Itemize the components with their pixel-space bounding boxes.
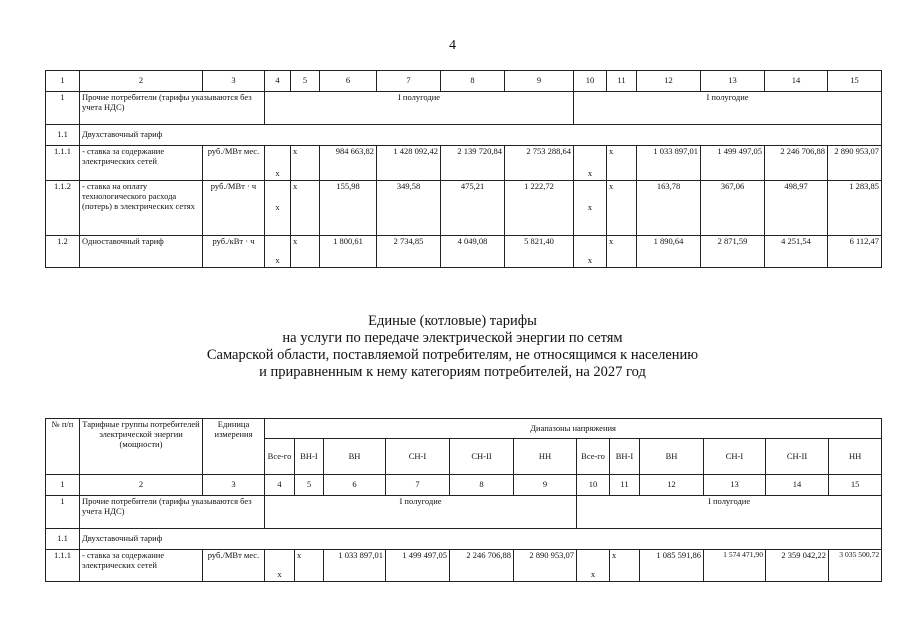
col-num-cell: 1: [46, 475, 80, 496]
voltage-header: ВН: [640, 439, 704, 475]
value-cell: 367,06: [701, 181, 765, 236]
voltage-header: СН-II: [450, 439, 514, 475]
x-cell: x: [574, 146, 607, 181]
col-num-cell: 3: [203, 71, 265, 92]
voltage-header: НН: [514, 439, 577, 475]
col-num-cell: 7: [377, 71, 441, 92]
header-num: № п/п: [46, 419, 80, 475]
row-number: 1.1: [46, 125, 80, 146]
voltage-header: СН-I: [704, 439, 766, 475]
voltage-header: НН: [829, 439, 882, 475]
table-row: [46, 92, 882, 125]
x-cell: x: [265, 236, 291, 268]
col-num-cell: 11: [610, 475, 640, 496]
voltage-header: СН-II: [766, 439, 829, 475]
value-cell: 1 574 471,90: [704, 550, 766, 582]
half-year-label: I полугодие: [265, 496, 577, 529]
value-cell: 6 112,47: [828, 236, 882, 268]
column-number-row: [46, 475, 882, 496]
half-year-label: I полугодие: [574, 92, 882, 125]
row-unit: руб./кВт · ч: [203, 236, 265, 268]
col-num-cell: 8: [441, 71, 505, 92]
row-number: 1.1.1: [46, 550, 80, 582]
col-num-cell: 4: [265, 475, 295, 496]
table-row: [46, 146, 882, 181]
table-row: [46, 236, 882, 268]
value-cell: 475,21: [441, 181, 505, 236]
tariff-table-continued: [45, 70, 882, 268]
value-cell: 3 035 500,72: [829, 550, 882, 582]
x-cell: x: [610, 550, 640, 582]
row-unit: руб./МВт · ч: [203, 181, 265, 236]
row-name: Одноставочный тариф: [80, 236, 203, 268]
col-num-cell: 3: [203, 475, 265, 496]
col-num-cell: 12: [640, 475, 704, 496]
value-cell: 2 890 953,07: [514, 550, 577, 582]
col-num-cell: 14: [765, 71, 828, 92]
header-ranges: Диапазоны напряжения: [265, 419, 882, 439]
col-num-cell: 9: [505, 71, 574, 92]
title-line: Единые (котловые) тарифы: [368, 313, 537, 329]
row-number: 1: [46, 496, 80, 529]
col-num-cell: 6: [320, 71, 377, 92]
title-line: Самарской области, поставляемой потребителям, не относящимся к населению: [206, 347, 699, 363]
table-row: [46, 550, 882, 582]
col-num-cell: 12: [637, 71, 701, 92]
table-row: [46, 181, 882, 236]
value-cell: 2 359 042,22: [766, 550, 829, 582]
half-year-label: I полугодие: [265, 92, 574, 125]
value-cell: 2 246 706,88: [765, 146, 828, 181]
col-num-cell: 5: [291, 71, 320, 92]
voltage-header: Все-го: [265, 439, 295, 475]
x-cell: x: [577, 550, 610, 582]
value-cell: 1 499 497,05: [386, 550, 450, 582]
col-num-cell: 9: [514, 475, 577, 496]
col-num-cell: 7: [386, 475, 450, 496]
table-row: [46, 529, 882, 550]
col-num-cell: 6: [324, 475, 386, 496]
x-cell: x: [291, 146, 320, 181]
value-cell: 1 800,61: [320, 236, 377, 268]
row-unit: руб./МВт мес.: [203, 146, 265, 181]
col-num-cell: 2: [80, 475, 203, 496]
value-cell: 5 821,40: [505, 236, 574, 268]
value-cell: 2 734,85: [377, 236, 441, 268]
row-name: Прочие потребители (тарифы указываются без учета НДС): [80, 496, 265, 529]
x-cell: x: [574, 236, 607, 268]
voltage-header: Все-го: [577, 439, 610, 475]
value-cell: 1 033 897,01: [324, 550, 386, 582]
x-cell: x: [291, 236, 320, 268]
x-cell: x: [265, 550, 295, 582]
table-row: [46, 496, 882, 529]
table-row: [46, 125, 882, 146]
voltage-header: ВН: [324, 439, 386, 475]
x-cell: x: [607, 181, 637, 236]
header-groups: Тарифные группы потребителей электрической энергии (мощности): [80, 419, 203, 475]
col-num-cell: 10: [577, 475, 610, 496]
voltage-header: СН-I: [386, 439, 450, 475]
row-number: 1: [46, 92, 80, 125]
value-cell: 1 283,85: [828, 181, 882, 236]
section-title: [0, 313, 905, 381]
voltage-header: ВН-I: [610, 439, 640, 475]
value-cell: 4 049,08: [441, 236, 505, 268]
value-cell: 984 663,82: [320, 146, 377, 181]
value-cell: 2 246 706,88: [450, 550, 514, 582]
x-cell: x: [607, 236, 637, 268]
title-line: и приравненным к нему категориям потребителей, на 2027 год: [259, 364, 646, 380]
value-cell: 1 499 497,05: [701, 146, 765, 181]
value-cell: 2 753 288,64: [505, 146, 574, 181]
voltage-header: ВН-I: [295, 439, 324, 475]
row-number: 1.1.1: [46, 146, 80, 181]
col-num-cell: 1: [46, 71, 80, 92]
value-cell: 2 890 953,07: [828, 146, 882, 181]
col-num-cell: 13: [701, 71, 765, 92]
row-number: 1.1.2: [46, 181, 80, 236]
row-number: 1.2: [46, 236, 80, 268]
header-unit: Единица измерения: [203, 419, 265, 475]
title-line: на услуги по передаче электрической энергии по сетям: [282, 330, 623, 346]
row-name: Прочие потребители (тарифы указываются без учета НДС): [80, 92, 265, 125]
value-cell: 4 251,54: [765, 236, 828, 268]
value-cell: 349,58: [377, 181, 441, 236]
value-cell: 1 033 897,01: [637, 146, 701, 181]
col-num-cell: 2: [80, 71, 203, 92]
x-cell: x: [295, 550, 324, 582]
value-cell: 498,97: [765, 181, 828, 236]
page-number: 4: [449, 38, 456, 53]
value-cell: 155,98: [320, 181, 377, 236]
value-cell: 1 085 591,86: [640, 550, 704, 582]
row-name: Двухставочный тариф: [80, 529, 882, 550]
col-num-cell: 8: [450, 475, 514, 496]
row-name: Двухставочный тариф: [80, 125, 882, 146]
row-name: - ставка за содержание электрических сетей: [80, 550, 203, 582]
row-name: - ставка за содержание электрических сетей: [80, 146, 203, 181]
value-cell: 163,78: [637, 181, 701, 236]
row-unit: руб./МВт мес.: [203, 550, 265, 582]
tariff-table-2027: [45, 418, 882, 582]
value-cell: 1 890,64: [637, 236, 701, 268]
value-cell: 1 222,72: [505, 181, 574, 236]
column-number-row: [46, 71, 882, 92]
x-cell: x: [265, 181, 291, 236]
value-cell: 1 428 092,42: [377, 146, 441, 181]
x-cell: x: [574, 181, 607, 236]
row-number: 1.1: [46, 529, 80, 550]
col-num-cell: 10: [574, 71, 607, 92]
x-cell: x: [607, 146, 637, 181]
half-year-label: I полугодие: [577, 496, 882, 529]
col-num-cell: 4: [265, 71, 291, 92]
row-name: - ставка на оплату технологического расхода (потерь) в электрических сетях: [80, 181, 203, 236]
x-cell: x: [265, 146, 291, 181]
value-cell: 2 871,59: [701, 236, 765, 268]
col-num-cell: 15: [828, 71, 882, 92]
col-num-cell: 14: [766, 475, 829, 496]
header-row: [46, 419, 882, 439]
x-cell: x: [291, 181, 320, 236]
col-num-cell: 5: [295, 475, 324, 496]
value-cell: 2 139 720,84: [441, 146, 505, 181]
col-num-cell: 15: [829, 475, 882, 496]
col-num-cell: 11: [607, 71, 637, 92]
col-num-cell: 13: [704, 475, 766, 496]
